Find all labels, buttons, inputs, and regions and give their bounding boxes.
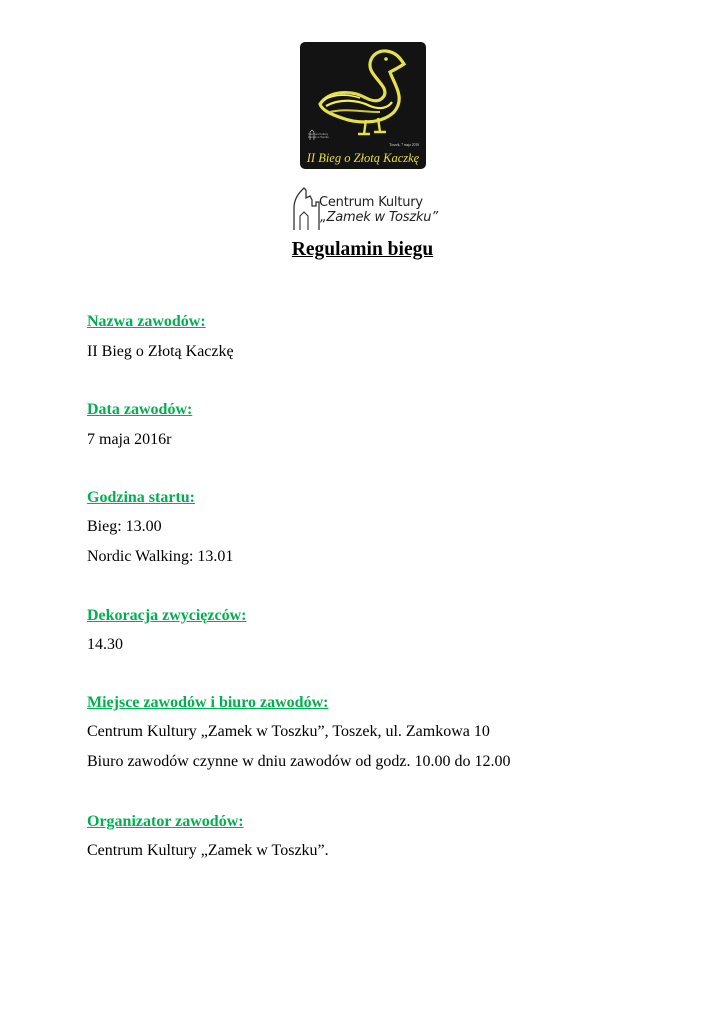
section-line: Centrum Kultury „Zamek w Toszku”. — [87, 842, 329, 859]
section-heading-place: Miejsce zawodów i biuro zawodów: — [87, 694, 329, 711]
section-line: 7 maja 2016r — [87, 431, 172, 448]
logo-org-text: Centrum Kultury Zamek w Toszku — [308, 132, 329, 139]
section-line: Bieg: 13.00 — [87, 518, 162, 535]
section-heading-start: Godzina startu: — [87, 489, 195, 506]
section-line: Nordic Walking: 13.01 — [87, 548, 234, 565]
section-line: Centrum Kultury „Zamek w Toszku”, Toszek, ul. Zamkowa 10 — [87, 723, 490, 740]
ck-name-line2: „Zamek w Toszku” — [320, 210, 438, 225]
section-heading-organizer: Organizator zawodów: — [87, 813, 244, 830]
centrum-kultury-logo — [292, 186, 442, 232]
section-heading-date: Data zawodów: — [87, 401, 193, 418]
section-line: II Bieg o Złotą Kaczkę — [87, 343, 234, 360]
ck-name-line1: Centrum Kultury — [319, 195, 423, 210]
section-heading-awards: Dekoracja zwycięzców: — [87, 607, 247, 624]
section-line: 14.30 — [87, 636, 123, 653]
logo-title-text: II Bieg o Złotą Kaczkę — [306, 151, 420, 165]
page-title: Regulamin biegu — [291, 239, 434, 260]
section-line: Biuro zawodów czynne w dniu zawodów od godz. 10.00 do 12.00 — [87, 753, 511, 770]
duck-icon — [300, 42, 426, 169]
event-logo — [300, 42, 426, 169]
section-heading-name: Nazwa zawodów: — [87, 313, 206, 330]
castle-icon — [292, 186, 322, 232]
logo-date-text: Toszek, 7 maja 2016 — [389, 143, 419, 147]
